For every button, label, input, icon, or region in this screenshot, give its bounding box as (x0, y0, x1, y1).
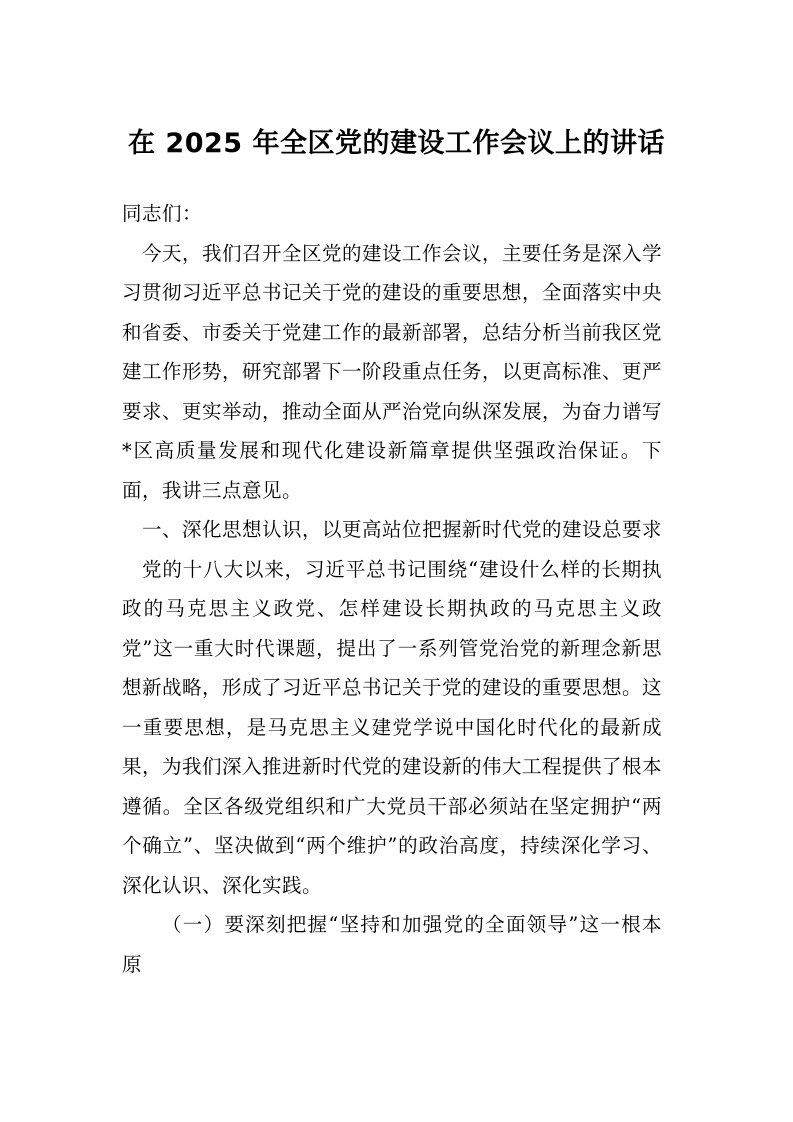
section-heading-1: 一、深化思想认识，以更高站位把握新时代党的建设总要求 (142, 518, 663, 541)
paragraph-intro: 今天，我们召开全区党的建设工作会议，主要任务是深入学习贯彻习近平总书记关于党的建设的重要思想，全面落实中央和省委、市委关于党建工作的最新部署，总结分析当前我区党建工作形势，研究部署下一阶段重点任务，以更高标准、更严要求、更实举动，推动全面从严治党向纵深发展，为奋力谱写*区高质量发展和现代化建设新篇章提供坚强政治保证。下面，我讲三点意见。 (122, 241, 663, 502)
salutation: 同志们： (122, 202, 203, 225)
document-body (122, 194, 662, 984)
document-title: 在 2025 年全区党的建设工作会议上的讲话 (128, 128, 665, 159)
paragraph-section-1: 党的十八大以来，习近平总书记围绕“建设什么样的长期执政的马克思主义政党、怎样建设长期执政的马克思主义政党”这一重大时代课题，提出了一系列管党治党的新理念新思想新战略，形成了习近平总书记关于党的建设的重要思想。这一重要思想，是马克思主义建党学说中国化时代化的最新成果，为我们深入推进新时代党的建设新的伟大工程提供了根本遵循。全区各级党组织和广大党员干部必须站在坚定拥护“两个确立”、坚决做到“两个维护”的政治高度，持续深化学习、深化认识、深化实践。 (122, 557, 663, 897)
subsection-heading-1: （一）要深刻把握“坚持和加强党的全面领导”这一根本原 (122, 913, 662, 976)
